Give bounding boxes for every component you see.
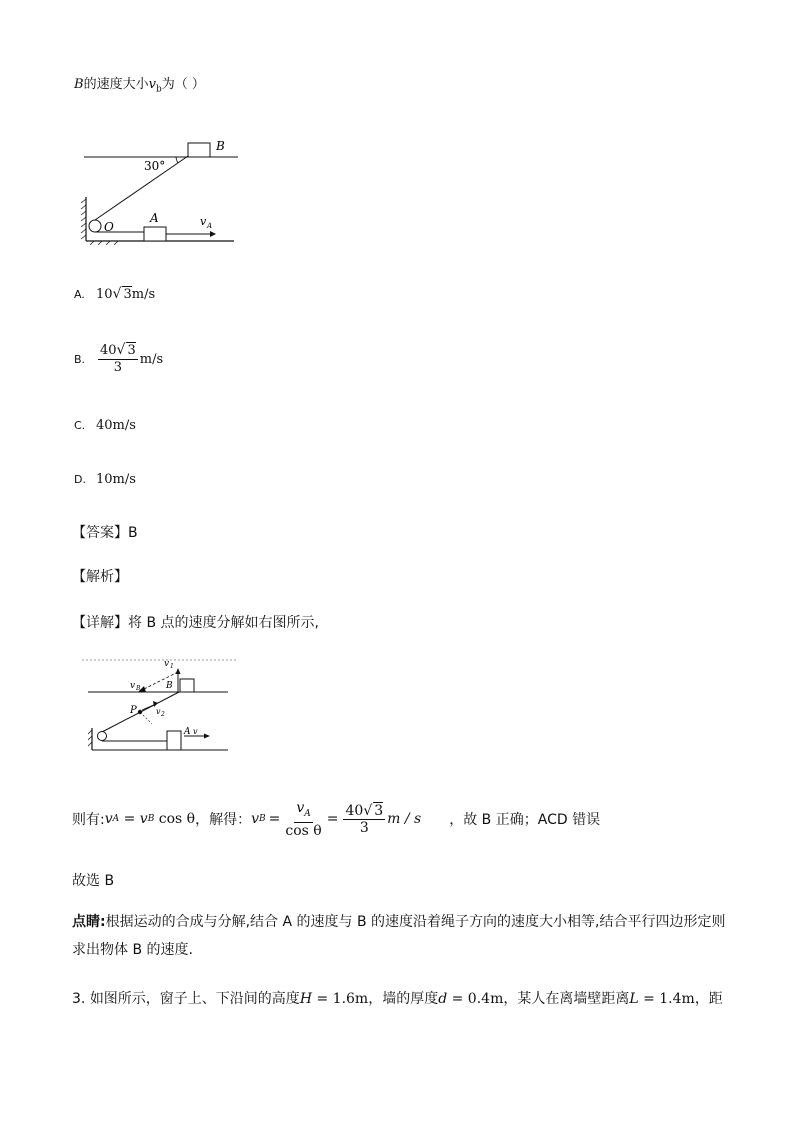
pulley xyxy=(89,220,101,232)
next-question-d-val: = 0.4m xyxy=(447,991,504,1007)
label-a-2: A xyxy=(184,727,191,737)
note-tag: 点睛: xyxy=(72,914,106,930)
option-b-num-coef: 40 xyxy=(100,343,117,358)
block-b-2 xyxy=(180,679,194,692)
option-a[interactable] xyxy=(74,286,155,302)
option-b-label: B. xyxy=(74,352,86,366)
eq1-rhs-sub: B xyxy=(147,814,155,825)
block-b xyxy=(188,143,210,157)
label-vb-sub: B xyxy=(136,685,141,692)
note-paragraph xyxy=(72,908,732,964)
formula-solve: ，解得： xyxy=(195,812,252,829)
arrow-head xyxy=(210,231,216,237)
option-c-label: C. xyxy=(74,419,86,432)
eq2-num: v xyxy=(296,800,305,816)
eq2-lhs: v xyxy=(251,811,260,828)
answer-line xyxy=(72,522,138,542)
option-a-coef: 10 xyxy=(96,286,113,302)
answer-tag: 【答案】 xyxy=(72,525,128,541)
figure-pulley-diagram xyxy=(78,133,244,249)
floor-hatch xyxy=(90,241,118,245)
next-question-t4: ，距 xyxy=(694,991,723,1007)
option-d[interactable] xyxy=(74,472,136,487)
formula-lead: 则有: xyxy=(72,812,105,829)
note-text: 根据运动的合成与分解,结合 A 的速度与 B 的速度沿着绳子方向的速度大小相等,结合平行四边形定则求出物体 B 的速度. xyxy=(72,914,726,958)
question-prefix: B xyxy=(74,77,84,92)
eq2-num-sub: A xyxy=(304,808,311,819)
option-b[interactable] xyxy=(74,342,163,376)
va-arrow-head-2 xyxy=(204,734,210,739)
question-text: 的速度大小 xyxy=(83,77,149,92)
label-va-sub: A xyxy=(207,222,213,230)
next-question-h-var: H xyxy=(299,991,313,1007)
label-vb: v xyxy=(130,681,136,691)
question-var-sub: b xyxy=(155,84,162,95)
option-d-value: 10m/s xyxy=(96,472,136,487)
eq1-rhs: v xyxy=(139,811,148,828)
rope-diagonal xyxy=(95,156,188,220)
eq2-unit: m / s xyxy=(387,811,422,828)
eq1-lhs: v xyxy=(104,811,113,828)
figure-velocity-decomposition xyxy=(80,654,240,754)
next-question-num: 3. xyxy=(72,991,86,1007)
eq1-eq: = xyxy=(119,811,140,828)
option-b-den: 3 xyxy=(113,360,123,375)
answer-value: B xyxy=(128,525,138,541)
next-question-l-val: = 1.4m xyxy=(638,991,695,1007)
eq2-num2-rad: 3 xyxy=(374,803,384,820)
label-b-2: B xyxy=(166,681,173,691)
option-b-unit: m/s xyxy=(139,351,164,367)
eq2-fraction-2 xyxy=(343,802,385,836)
next-question-h-val: = 1.6m xyxy=(312,991,369,1007)
label-v1-sub: 1 xyxy=(170,663,174,670)
next-question-d-var: d xyxy=(438,991,448,1007)
angle-label: 30° xyxy=(144,159,166,173)
eq1-cos: cos θ xyxy=(154,811,196,828)
option-a-label: A. xyxy=(74,287,85,301)
option-d-label: D. xyxy=(74,473,86,486)
option-a-unit: m/s xyxy=(131,286,156,302)
eq2-num2-coef: 40 xyxy=(345,803,364,820)
option-b-fraction xyxy=(98,342,138,376)
next-question-t2: ，墙的厚度 xyxy=(368,991,439,1007)
eq1-lhs-sub: A xyxy=(112,814,120,825)
eq2-lhs-sub: B xyxy=(259,814,266,825)
block-a xyxy=(144,227,166,241)
question-line xyxy=(74,73,205,95)
next-question-line xyxy=(72,988,723,1008)
eq2-den2: 3 xyxy=(359,820,369,837)
choice-line: 故选 B xyxy=(72,873,115,889)
block-a-2 xyxy=(167,731,181,750)
option-a-rad: 3 xyxy=(123,287,132,302)
label-a: A xyxy=(150,211,159,225)
label-v2: v xyxy=(156,707,161,716)
option-c-value: 40m/s xyxy=(96,418,136,433)
question-var: v xyxy=(148,77,156,92)
pulley-2 xyxy=(98,732,107,741)
formula-tail: ，故 B 正确；ACD 错误 xyxy=(449,812,601,829)
next-question-t3: ，某人在离墙壁距离 xyxy=(503,991,630,1007)
option-b-num-rad: 3 xyxy=(127,343,136,358)
sqrt-icon: √ xyxy=(112,286,122,302)
detail-line xyxy=(72,612,319,632)
label-v: v xyxy=(193,727,198,736)
angle-arc xyxy=(176,157,178,163)
eq2-fraction-1 xyxy=(285,800,321,839)
sqrt-icon: √ xyxy=(363,803,373,820)
option-c[interactable] xyxy=(74,418,136,433)
label-v2-sub: 2 xyxy=(161,711,165,718)
label-o: O xyxy=(104,220,114,234)
wall-hatch xyxy=(81,199,86,239)
eq2-den: cos θ xyxy=(285,822,322,839)
dash-p xyxy=(140,712,152,724)
next-question-l-var: L xyxy=(629,991,639,1007)
label-va: v xyxy=(200,215,207,228)
label-v1: v xyxy=(164,659,170,669)
analysis-tag: 【解析】 xyxy=(72,569,128,585)
detail-text: 将 B 点的速度分解如右图所示, xyxy=(128,615,319,631)
detail-tag: 【详解】 xyxy=(72,615,128,631)
next-question-t1: 如图所示，窗子上、下沿间的高度 xyxy=(89,991,300,1007)
formula-line: 则有: v A = v B cos θ ，解得： v B = $\frac{v_A}{\text{cos θ}}$ = $\frac{40√ 3}{3}$ m / s ，故 B 正确；ACD 错误 xyxy=(72,800,601,839)
sqrt-icon: √ xyxy=(116,342,126,358)
question-suffix: 为（ ） xyxy=(161,77,205,92)
label-b: B xyxy=(216,139,225,153)
label-p: P xyxy=(130,705,137,716)
